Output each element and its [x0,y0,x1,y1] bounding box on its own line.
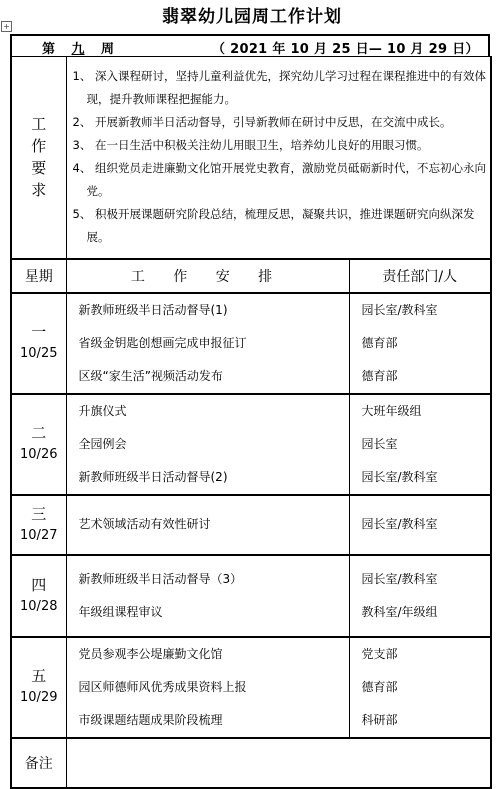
notes-row [11,738,491,788]
date: 10/27 [20,527,58,543]
dept-item: 园长室/教科室 [361,571,438,586]
task-cell [66,555,349,637]
task-item: 新教师班级半日活动督导(1) [78,302,228,317]
table-anchor-icon[interactable]: + [1,21,12,32]
dept-item: 园长室/教科室 [361,469,438,484]
task-item: 市级课题结题成果阶段梳理 [78,712,223,727]
week-date-range: （ 2021 年 10 月 25 日— 10 月 29 日） [212,42,479,57]
day-row-thursday [11,555,491,637]
date: 10/29 [20,690,58,705]
req-label-char: 要 [31,159,47,178]
requirements-label [11,57,66,259]
week-prefix: 第 [42,42,56,57]
header-tasks: 工 作 安 排 [66,259,349,293]
week-header [10,34,490,56]
day-row-wednesday [11,495,491,555]
header-day: 星期 [11,259,66,293]
dept-item: 科研部 [361,712,398,727]
dept-item: 德育部 [361,335,398,350]
dept-cell [349,495,491,555]
date: 10/28 [20,598,58,614]
task-item: 升旗仪式 [78,403,127,418]
task-item: 全园例会 [78,436,127,451]
task-item: 艺术领域活动有效性研讨 [78,517,211,531]
task-item: 区级“家生活”视频活动发布 [78,368,223,383]
requirement-item: 5、 积极开展课题研究阶段总结，梳理反思，凝聚共识，推进课题研究向纵深发展。 [72,207,475,245]
task-cell [66,637,349,738]
req-label-char: 求 [31,181,47,200]
task-item: 新教师班级半日活动督导(2) [78,469,228,484]
requirements-list [66,57,491,259]
requirement-item: 4、 组织党员走进廉勤文化馆开展党史教育，激励党员砥砺新时代，不忘初心永向党。 [72,161,486,199]
date: 10/25 [20,346,58,361]
dept-cell [349,293,491,394]
dept-item: 德育部 [361,679,398,694]
column-header-row [11,259,491,293]
requirements-row [11,57,491,259]
day-row-monday [11,293,491,394]
dept-cell [349,555,491,637]
day-cell [11,293,66,394]
dept-item: 园长室/教科室 [361,517,438,531]
dept-item: 园长室/教科室 [361,302,438,317]
weekday: 一 [31,323,47,341]
notes-label: 备注 [11,738,66,788]
day-cell [11,394,66,495]
dept-item: 大班年级组 [361,403,422,418]
day-cell [11,495,66,555]
week-suffix: 周 [101,42,115,57]
task-cell [66,394,349,495]
page-title: 翡翠幼儿园周工作计划 [162,7,342,27]
weekday: 四 [31,575,47,594]
requirement-item: 3、 在一日生活中积极关注幼儿用眼卫生，培养幼儿良好的用眼习惯。 [72,138,429,153]
day-row-friday [11,637,491,738]
header-dept: 责任部门/人 [349,259,491,293]
dept-cell [349,637,491,738]
day-cell [11,637,66,738]
weekday: 五 [31,667,47,685]
task-item: 党员参观李公堤廉勤文化馆 [78,646,223,661]
dept-item: 德育部 [361,368,398,383]
day-row-tuesday [11,394,491,495]
task-cell [66,495,349,555]
dept-item: 党支部 [361,646,398,661]
dept-item: 教科室/年级组 [361,604,438,619]
requirement-item: 2、 开展新教师半日活动督导，引导新教师在研讨中反思，在交流中成长。 [72,115,452,130]
weekday: 二 [31,424,47,442]
day-cell [11,555,66,637]
plan-table [10,56,492,789]
task-cell [66,293,349,394]
week-number: 九 [71,42,85,57]
weekday: 三 [31,504,47,523]
task-item: 年级组课程审议 [78,604,163,619]
req-label-char: 工 [31,115,47,134]
task-item: 省级金钥匙创想画完成申报征订 [78,335,247,350]
requirement-item: 1、 深入课程研讨，坚持儿童利益优先，探究幼儿学习过程在课程推进中的有效体现，提升教师课程把握能力。 [72,69,486,107]
notes-content[interactable] [66,738,491,788]
dept-item: 园长室 [361,436,398,451]
dept-cell [349,394,491,495]
req-label-char: 作 [31,137,47,156]
task-item: 园区师德师风优秀成果资料上报 [78,679,247,694]
week-label [42,38,114,57]
date: 10/26 [20,447,58,462]
task-item: 新教师班级半日活动督导（3） [78,571,243,586]
